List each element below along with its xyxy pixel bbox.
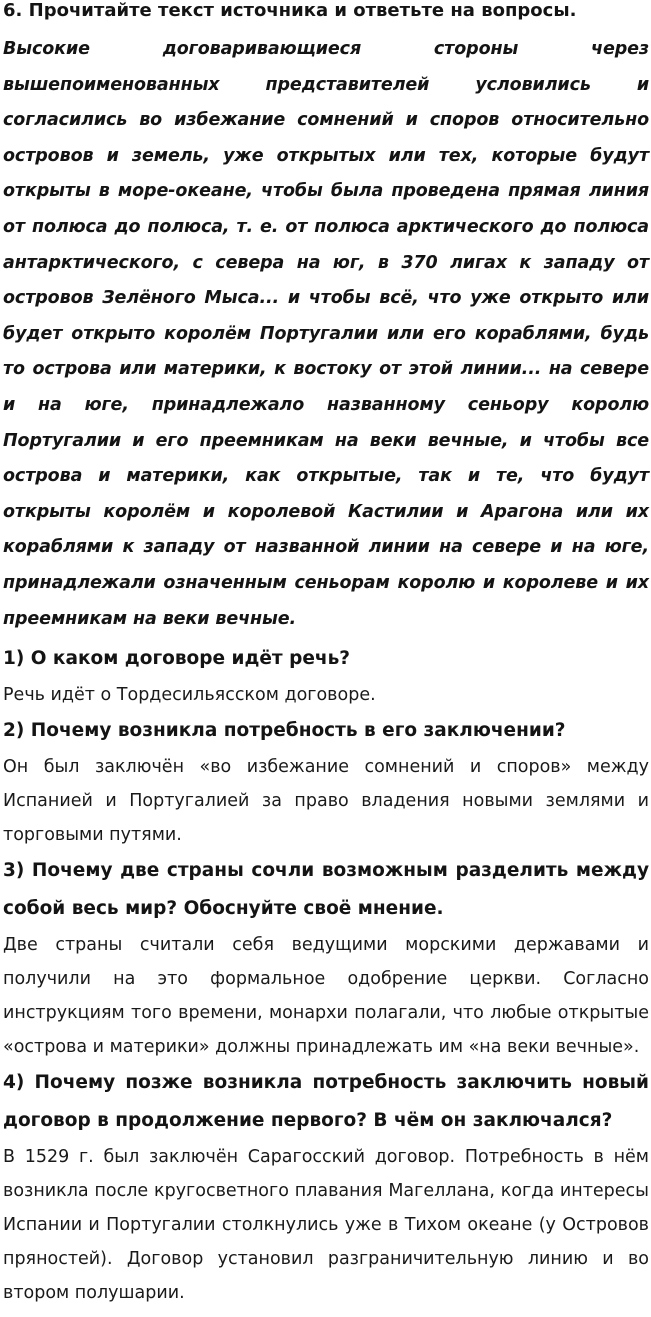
question-block-4	[3, 1064, 649, 1310]
answer-4: В 1529 г. был заключён Сарагосский договор. Потребность в нём возникла после кругосветного плавания Магеллана, когда интересы Испании и Португалии столкнулись уже в Тихом океане (у Островов пряностей). Договор установил разграничительную линию и во втором полушарии.	[3, 1147, 649, 1304]
question-block-2	[3, 712, 649, 852]
task-title: 6. Прочитайте текст источника и ответьте на вопросы.	[3, 0, 577, 21]
answer-2: Он был заключён «во избежание сомнений и споров» между Испанией и Португалией за право владения новыми землями и торговыми путями.	[3, 757, 649, 846]
source-text: Высокие договаривающиеся стороны через вышепоименованных представителей условились и согласились во избежание сомнений и споров относительно островов и земель, уже открытых или тех, которые будут открыты в море-океане, чтобы была проведена прямая линия от полюса до полюса, т. е. от полюса арктического до полюса антарктического, с севера на юг, в 370 лигах к западу от островов Зелёного Мыса... и чтобы всё, что уже открыто или будет открыто королём Португалии или его кораблями, будь то острова или материки, к востоку от этой линии... на севере и на юге, принадлежало названному сеньору королю Португалии и его преемникам на веки вечные, и чтобы все острова и материки, как открытые, так и те, что будут открыты королём и королевой Кастилии и Арагона или их кораблями к западу от названной линии на севере и на юге, принадлежали означенным сеньорам королю и королеве и их преемникам на веки вечные.	[3, 39, 649, 629]
question-4: 4) Почему позже возникла потребность заключить новый договор в продолжение первого? В чём он заключался?	[3, 1072, 649, 1132]
answer-3: Две страны считали себя ведущими морскими державами и получили на это формальное одобрение церкви. Согласно инструкциям того времени, монархи полагали, что любые открытые «острова и материки» должны принадлежать им «на веки вечные».	[3, 935, 649, 1058]
answer-1: Речь идёт о Тордесильясском договоре.	[3, 685, 376, 706]
question-block-3	[3, 852, 649, 1064]
question-1: 1) О каком договоре идёт речь?	[3, 648, 351, 670]
question-2: 2) Почему возникла потребность в его заключении?	[3, 720, 566, 742]
question-3: 3) Почему две страны сочли возможным разделить между собой весь мир? Обоснуйте своё мнение.	[3, 860, 649, 920]
question-block-1	[3, 640, 649, 712]
